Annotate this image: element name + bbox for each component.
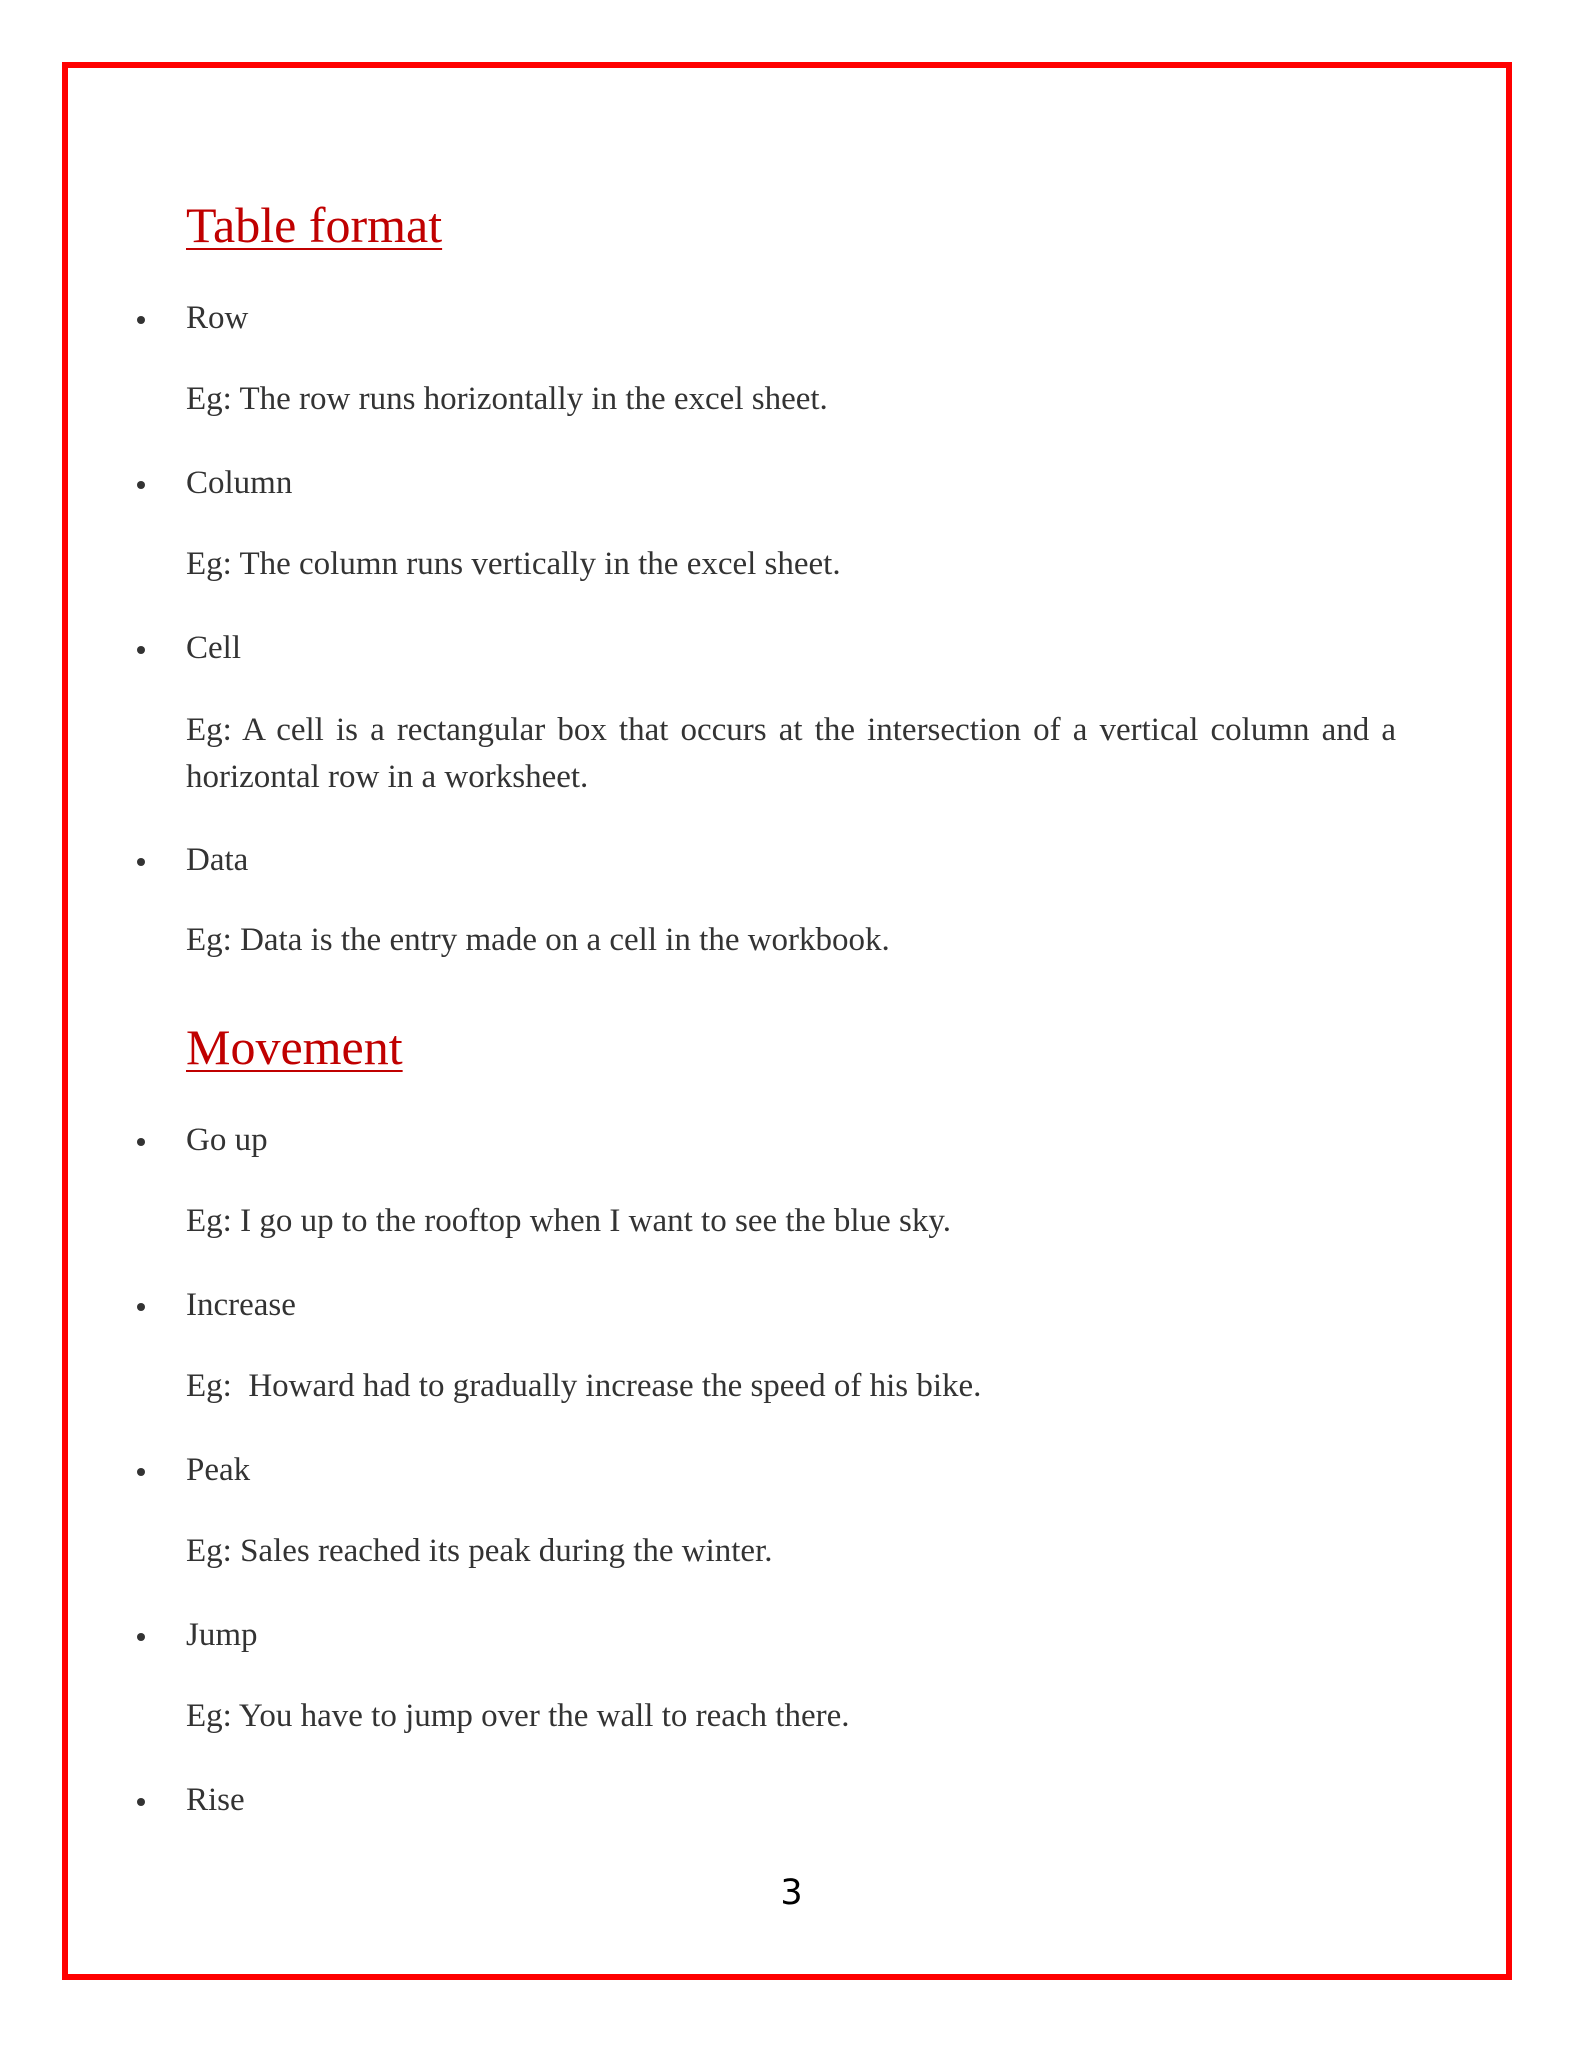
bullet-icon: [137, 1798, 145, 1806]
term-label: Jump: [186, 1617, 258, 1653]
section-heading-table-format: Table format: [186, 197, 443, 253]
bullet-icon: [137, 858, 145, 866]
term-label: Row: [186, 300, 249, 336]
term-label: Peak: [186, 1452, 251, 1488]
bullet-icon: [137, 481, 145, 489]
term-label: Increase: [186, 1287, 296, 1323]
term-label: Cell: [186, 630, 241, 666]
list-item-jump: [186, 1615, 258, 1655]
example-cell: Eg: A cell is a rectangular box that occurs at the intersection of a vertical column and a horizontal row in a worksheet.: [186, 712, 1405, 795]
bullet-icon: [137, 316, 145, 324]
list-item-data: [186, 840, 248, 880]
term-label: Column: [186, 465, 293, 501]
term-label: Go up: [186, 1122, 268, 1158]
list-item-row: [186, 298, 248, 338]
bullet-icon: [137, 1468, 145, 1476]
bullet-icon: [137, 1138, 145, 1146]
example-column: Eg: The column runs vertically in the excel sheet.: [186, 546, 841, 582]
list-item-increase: [186, 1285, 296, 1325]
term-label: Data: [186, 842, 249, 878]
list-item-cell: [186, 628, 241, 668]
example-peak: Eg: Sales reached its peak during the winter.: [186, 1533, 773, 1569]
example-jump: Eg: You have to jump over the wall to reach there.: [186, 1698, 850, 1734]
list-item-peak: [186, 1450, 250, 1490]
example-increase: Eg: Howard had to gradually increase the speed of his bike.: [186, 1368, 982, 1404]
list-item-column: [186, 463, 292, 503]
bullet-icon: [137, 646, 145, 654]
list-item-rise: [186, 1780, 245, 1820]
term-label: Rise: [186, 1782, 245, 1818]
page-number: 3: [780, 1873, 803, 1913]
bullet-icon: [137, 1633, 145, 1641]
section-heading-movement: Movement: [186, 1019, 403, 1075]
list-item-go-up: [186, 1120, 268, 1160]
bullet-icon: [137, 1303, 145, 1311]
example-row: Eg: The row runs horizontally in the excel sheet.: [186, 381, 828, 417]
example-go-up: Eg: I go up to the rooftop when I want to see the blue sky.: [186, 1203, 951, 1239]
example-data: Eg: Data is the entry made on a cell in the workbook.: [186, 922, 890, 958]
